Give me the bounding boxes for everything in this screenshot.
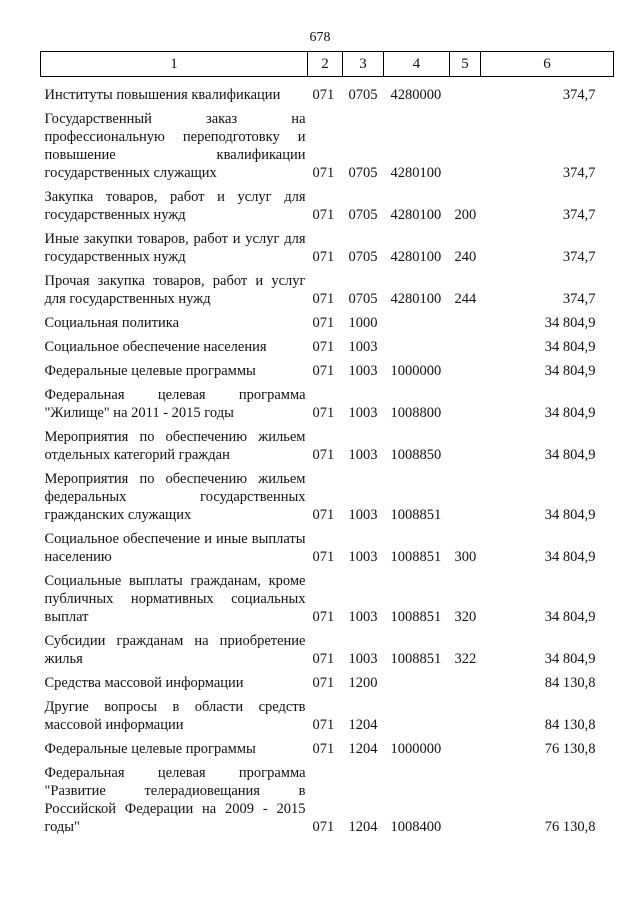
table-row bbox=[41, 629, 614, 671]
row-section-code: 1003 bbox=[348, 651, 378, 667]
row-name: Федеральная целевая программа "Развитие телерадиовещания в Российской Федерации на 2009 - 2015 годы" bbox=[44, 765, 306, 835]
row-amount: 84 130,8 bbox=[544, 675, 596, 691]
table-row bbox=[41, 737, 614, 761]
row-amount: 34 804,9 bbox=[544, 549, 596, 565]
row-admin-code: 071 bbox=[312, 249, 335, 265]
row-section-code: 1200 bbox=[348, 675, 378, 691]
row-target-code: 1008851 bbox=[390, 609, 442, 625]
row-name: Социальные выплаты гражданам, кроме публичных нормативных социальных выплат bbox=[44, 573, 306, 625]
row-amount: 76 130,8 bbox=[544, 741, 596, 757]
row-admin-code: 071 bbox=[312, 207, 335, 223]
row-section-code: 0705 bbox=[348, 87, 378, 103]
table-row bbox=[41, 359, 614, 383]
row-target-code bbox=[384, 695, 450, 737]
row-name: Федеральная целевая программа "Жилище" на 2011 - 2015 годы bbox=[44, 387, 306, 421]
row-section-code: 0705 bbox=[348, 207, 378, 223]
row-admin-code: 071 bbox=[312, 609, 335, 625]
row-section-code: 1204 bbox=[348, 717, 378, 733]
row-amount: 34 804,9 bbox=[544, 609, 596, 625]
table-row bbox=[41, 269, 614, 311]
row-amount: 34 804,9 bbox=[544, 405, 596, 421]
row-section-code: 1204 bbox=[348, 819, 378, 835]
row-expense-kind bbox=[450, 107, 481, 185]
row-target-code: 1008851 bbox=[390, 549, 442, 565]
row-admin-code: 071 bbox=[312, 339, 335, 355]
row-admin-code: 071 bbox=[312, 675, 335, 691]
row-admin-code: 071 bbox=[312, 405, 335, 421]
row-expense-kind bbox=[450, 671, 481, 695]
table-row bbox=[41, 569, 614, 629]
row-target-code: 4280000 bbox=[390, 87, 442, 103]
row-target-code: 1008851 bbox=[390, 507, 442, 523]
row-target-code: 1000000 bbox=[390, 741, 442, 757]
row-expense-kind: 200 bbox=[454, 207, 477, 223]
row-name: Другие вопросы в области средств массовой информации bbox=[44, 699, 306, 733]
row-target-code: 1008800 bbox=[390, 405, 442, 421]
row-amount: 374,7 bbox=[562, 87, 596, 103]
row-section-code: 1003 bbox=[348, 609, 378, 625]
row-target-code: 1008851 bbox=[390, 651, 442, 667]
row-target-code: 4280100 bbox=[390, 291, 442, 307]
header-row bbox=[41, 52, 614, 77]
row-amount: 34 804,9 bbox=[544, 651, 596, 667]
table-row bbox=[41, 185, 614, 227]
table-row bbox=[41, 527, 614, 569]
row-target-code: 1008850 bbox=[390, 447, 442, 463]
row-target-code bbox=[384, 671, 450, 695]
row-target-code: 4280100 bbox=[390, 165, 442, 181]
row-name: Субсидии гражданам на приобретение жилья bbox=[44, 633, 306, 667]
row-section-code: 1003 bbox=[348, 507, 378, 523]
row-section-code: 1003 bbox=[348, 447, 378, 463]
row-name: Мероприятия по обеспечению жильем федеральных государственных гражданских служащих bbox=[44, 471, 306, 523]
row-expense-kind: 244 bbox=[454, 291, 477, 307]
row-admin-code: 071 bbox=[312, 507, 335, 523]
row-admin-code: 071 bbox=[312, 717, 335, 733]
col-header-amount: 6 bbox=[481, 52, 614, 77]
row-expense-kind bbox=[450, 695, 481, 737]
col-header-kind: 5 bbox=[450, 52, 481, 77]
row-name: Социальная политика bbox=[44, 315, 180, 331]
row-target-code: 4280100 bbox=[390, 207, 442, 223]
row-section-code: 0705 bbox=[348, 249, 378, 265]
row-name: Государственный заказ на профессиональную переподготовку и повышение квалификации государственных служащих bbox=[44, 111, 306, 181]
row-expense-kind bbox=[450, 311, 481, 335]
row-section-code: 0705 bbox=[348, 291, 378, 307]
row-admin-code: 071 bbox=[312, 363, 335, 379]
row-admin-code: 071 bbox=[312, 165, 335, 181]
row-expense-kind bbox=[450, 737, 481, 761]
row-section-code: 1003 bbox=[348, 405, 378, 421]
row-section-code: 0705 bbox=[348, 165, 378, 181]
row-admin-code: 071 bbox=[312, 87, 335, 103]
row-name: Федеральные целевые программы bbox=[44, 741, 256, 757]
row-expense-kind: 300 bbox=[454, 549, 477, 565]
row-admin-code: 071 bbox=[312, 741, 335, 757]
table-row bbox=[41, 311, 614, 335]
row-amount: 34 804,9 bbox=[544, 507, 596, 523]
row-expense-kind bbox=[450, 335, 481, 359]
row-expense-kind bbox=[450, 425, 481, 467]
row-amount: 76 130,8 bbox=[544, 819, 596, 835]
col-header-admin: 2 bbox=[308, 52, 343, 77]
row-target-code bbox=[384, 311, 450, 335]
row-target-code: 1008400 bbox=[390, 819, 442, 835]
row-admin-code: 071 bbox=[312, 315, 335, 331]
row-expense-kind bbox=[450, 359, 481, 383]
row-admin-code: 071 bbox=[312, 651, 335, 667]
table-row bbox=[41, 467, 614, 527]
row-target-code: 1000000 bbox=[390, 363, 442, 379]
row-admin-code: 071 bbox=[312, 549, 335, 565]
row-section-code: 1000 bbox=[348, 315, 378, 331]
row-expense-kind bbox=[450, 383, 481, 425]
row-name: Социальное обеспечение населения bbox=[44, 339, 267, 355]
row-target-code bbox=[384, 335, 450, 359]
row-amount: 374,7 bbox=[562, 249, 596, 265]
table-row bbox=[41, 107, 614, 185]
col-header-section: 3 bbox=[343, 52, 384, 77]
table-row bbox=[41, 425, 614, 467]
row-expense-kind bbox=[450, 761, 481, 839]
row-expense-kind: 320 bbox=[454, 609, 477, 625]
table-row bbox=[41, 383, 614, 425]
table-row bbox=[41, 695, 614, 737]
table-header bbox=[41, 52, 614, 77]
row-section-code: 1003 bbox=[348, 363, 378, 379]
row-admin-code: 071 bbox=[312, 291, 335, 307]
row-amount: 34 804,9 bbox=[544, 363, 596, 379]
row-section-code: 1003 bbox=[348, 549, 378, 565]
row-name: Социальное обеспечение и иные выплаты населению bbox=[44, 531, 306, 565]
row-name: Закупка товаров, работ и услуг для государственных нужд bbox=[44, 189, 306, 223]
budget-table bbox=[40, 51, 614, 839]
row-amount: 374,7 bbox=[562, 207, 596, 223]
row-section-code: 1003 bbox=[348, 339, 378, 355]
table-row bbox=[41, 227, 614, 269]
row-amount: 374,7 bbox=[562, 165, 596, 181]
row-name: Мероприятия по обеспечению жильем отдельных категорий граждан bbox=[44, 429, 306, 463]
row-name: Средства массовой информации bbox=[44, 675, 244, 691]
table-row bbox=[41, 335, 614, 359]
col-header-name: 1 bbox=[41, 52, 308, 77]
row-name: Федеральные целевые программы bbox=[44, 363, 256, 379]
row-admin-code: 071 bbox=[312, 819, 335, 835]
row-name: Институты повышения квалификации bbox=[44, 87, 281, 103]
row-amount: 34 804,9 bbox=[544, 447, 596, 463]
row-target-code: 4280100 bbox=[390, 249, 442, 265]
row-admin-code: 071 bbox=[312, 447, 335, 463]
table-row bbox=[41, 77, 614, 108]
row-amount: 374,7 bbox=[562, 291, 596, 307]
row-amount: 84 130,8 bbox=[544, 717, 596, 733]
row-amount: 34 804,9 bbox=[544, 339, 596, 355]
page-number: 678 bbox=[309, 30, 331, 45]
col-header-target: 4 bbox=[384, 52, 450, 77]
row-expense-kind bbox=[450, 77, 481, 108]
row-expense-kind bbox=[450, 467, 481, 527]
table-row bbox=[41, 761, 614, 839]
row-amount: 34 804,9 bbox=[544, 315, 596, 331]
row-name: Прочая закупка товаров, работ и услуг для государственных нужд bbox=[44, 273, 306, 307]
table-body bbox=[41, 77, 614, 840]
row-expense-kind: 240 bbox=[454, 249, 477, 265]
row-name: Иные закупки товаров, работ и услуг для государственных нужд bbox=[44, 231, 306, 265]
row-expense-kind: 322 bbox=[454, 651, 477, 667]
row-section-code: 1204 bbox=[348, 741, 378, 757]
table-row bbox=[41, 671, 614, 695]
